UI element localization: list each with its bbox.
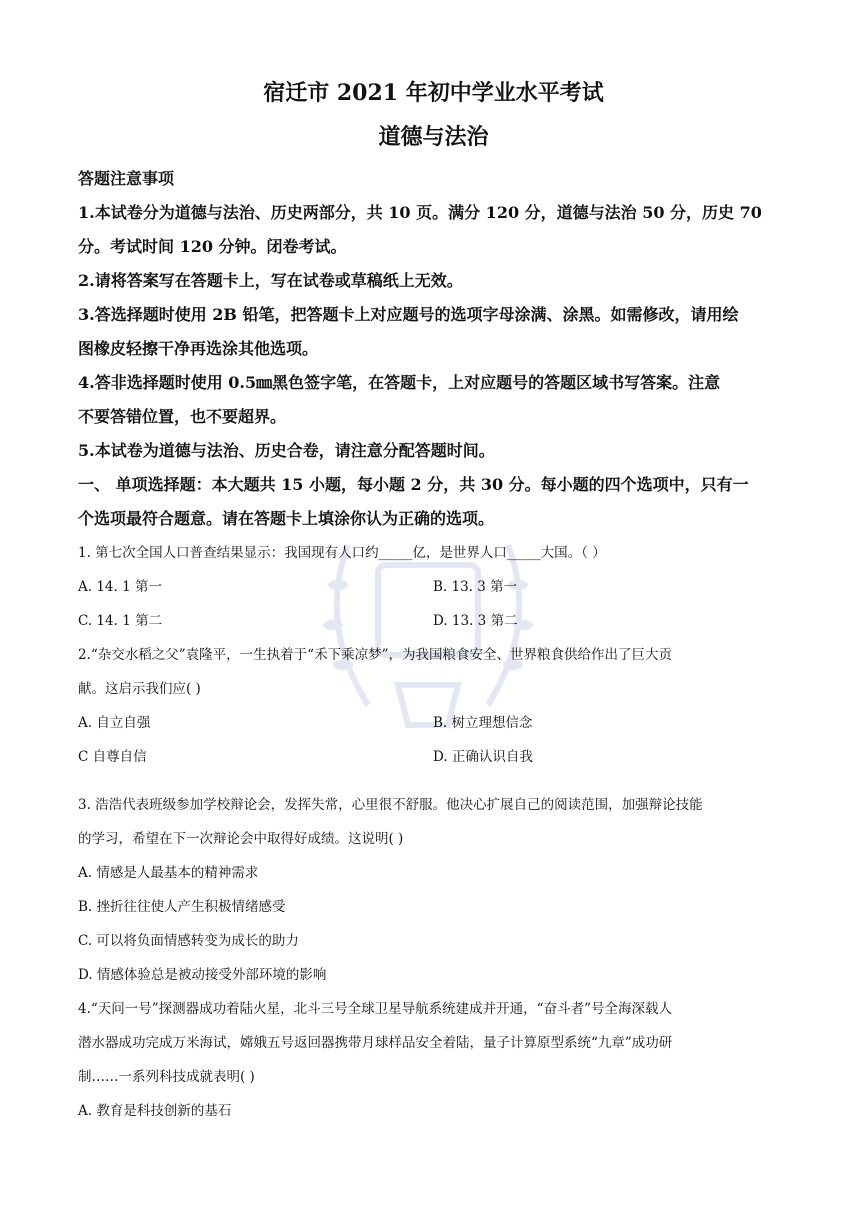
exam-title: 宿迁市 2021 年初中学业水平考试 (263, 80, 604, 106)
question-3-stem-line-1: 3. 浩浩代表班级参加学校辩论会，发挥失常，心里很不舒服。他决心扩展自己的阅读范围，加强辩论技能 (78, 797, 703, 813)
notes-heading: 答题注意事项 (78, 169, 175, 188)
note-1-line-2: 分。考试时间 120 分钟。闭卷考试。 (78, 237, 347, 256)
question-1-option-c: C. 14. 1 第二 (78, 613, 163, 629)
note-4-line-1: 4.答非选择题时使用 0.5㎜黑色签字笔，在答题卡，上对应题号的答题区域书写答案。注意 (78, 373, 721, 392)
question-2-option-d: D. 正确认识自我 (433, 749, 533, 765)
question-2-option-a: A. 自立自强 (78, 715, 151, 731)
section-heading-line-1: 一、 单项选择题：本大题共 15 小题，每小题 2 分，共 30 分。每小题的四个选项中，只有一 (78, 475, 749, 494)
note-3-line-1: 3.答选择题时使用 2B 铅笔，把答题卡上对应题号的选项字母涂满、涂黑。如需修改，请用绘 (78, 305, 739, 324)
question-4-stem-line-3: 制……一系列科技成就表明( ) (78, 1069, 255, 1085)
question-1-option-a: A. 14. 1 第一 (78, 579, 162, 595)
question-1-option-b: B. 13. 3 第一 (433, 579, 518, 595)
question-3-stem-line-2: 的学习，希望在下一次辩论会中取得好成绩。这说明( ) (78, 831, 404, 847)
question-2-stem-line-2: 献。这启示我们应( ) (78, 681, 201, 697)
question-2-stem-line-1: 2.“杂交水稻之父”袁隆平，一生执着于“禾下乘凉梦”，为我国粮食安全、世界粮食供给作出了巨大贡 (78, 647, 672, 663)
question-3-option-d: D. 情感体验总是被动接受外部环境的影响 (78, 967, 327, 983)
question-4-option-a: A. 教育是科技创新的基石 (78, 1103, 232, 1119)
question-4-stem-line-1: 4.“天问一号”探测器成功着陆火星，北斗三号全球卫星导航系统建成并开通，“奋斗者”号全海深载人 (78, 1001, 672, 1017)
question-3-option-a: A. 情感是人最基本的精神需求 (78, 865, 259, 881)
note-1-line-1: 1.本试卷分为道德与法治、历史两部分，共 10 页。满分 120 分，道德与法治 50 分，历史 70 (78, 203, 762, 222)
note-2: 2.请将答案写在答题卡上，写在试卷或草稿纸上无效。 (78, 271, 463, 290)
question-1-option-d: D. 13. 3 第二 (433, 613, 518, 629)
question-1-stem: 1. 第七次全国人口普查结果显示：我国现有人口约_____亿，是世界人口_____大国。（ ） (78, 545, 606, 561)
section-heading-line-2: 个选项最符合题意。请在答题卡上填涂你认为正确的选项。 (78, 509, 495, 528)
question-2-option-c: C 自尊自信 (78, 749, 147, 765)
exam-subject: 道德与法治 (378, 124, 489, 150)
question-3-option-b: B. 挫折往往使人产生积极情绪感受 (78, 899, 286, 915)
question-3-option-c: C. 可以将负面情感转变为成长的助力 (78, 933, 299, 949)
question-4-stem-line-2: 潜水器成功完成万米海试，嫦娥五号返回器携带月球样品安全着陆，量子计算原型系统“九章”成功研 (78, 1035, 673, 1051)
note-5: 5.本试卷为道德与法治、历史合卷，请注意分配答题时间。 (78, 441, 495, 460)
question-2-option-b: B. 树立理想信念 (433, 715, 533, 731)
note-4-line-2: 不要答错位置，也不要超界。 (78, 407, 287, 426)
note-3-line-2: 图橡皮轻擦干净再选涂其他选项。 (78, 339, 319, 358)
